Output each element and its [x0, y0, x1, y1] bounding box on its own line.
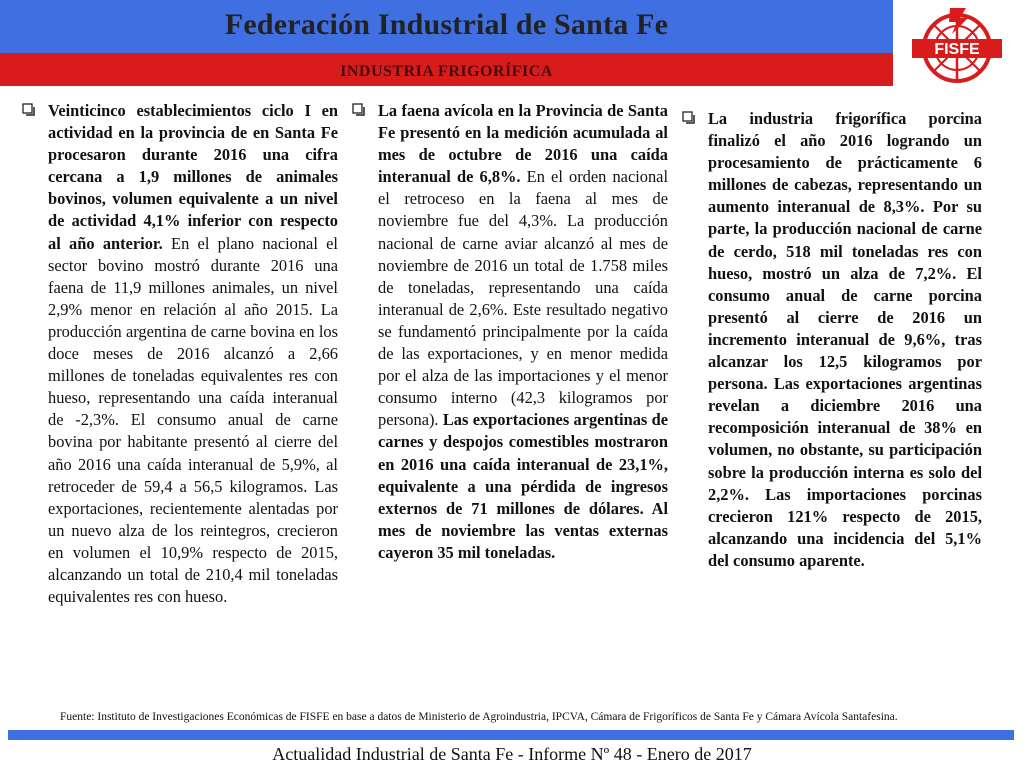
pork-text: La industria frigorífica porcina finalizó el año 2016 logrando un procesamiento de prácticamente 6 millones de cabezas, representando un aumento interanual de 8,3%. Por su parte, la producción nacional de carne de cerdo, 518 mil toneladas res con hueso, mostró un alza de 7,2%. El consumo anual de carne porcina presentó al cierre de 2016 un incremento interanual de 9,6%, tras alcanzar los 12,5 kilogramos por persona. Las exportaciones argentinas revelan a diciembre 2016 una recomposición interanual de 38% en volumen, no obstante, su participación sobre la producción interna es solo del 2,2%. Las importaciones porcinas crecieron 121% respecto de 2015, alcanzando una incidencia del 5,1% del consumo aparente. — [708, 109, 982, 570]
column-poultry — [352, 100, 668, 564]
page-title: Federación Industrial de Santa Fe — [224, 8, 669, 41]
poultry-text: En el orden nacional el retroceso en la faena al mes de noviembre fue del 4,3%. La producción nacional de carne aviar alcanzó al mes de noviembre de 2016 un total de 1.758 miles de toneladas, representando una caída interanual de 2,6%. Este resultado negativo se fundamentó principalmente por la caída de las exportaciones, y en menor medida por el alza de las importaciones y el menor consumo interno (42,3 kilogramos por persona). — [378, 167, 669, 430]
footer-bar — [8, 730, 1014, 740]
column-bovine — [22, 100, 338, 608]
checkbox-bullet-icon — [682, 111, 695, 124]
bovine-text: En el plano nacional el sector bovino mostró durante 2016 una faena de 11,9 millones animales, un nivel 2,9% menor en relación al año 2015. La producción argentina de carne bovina en los doce meses de 2016 alcanzó a 2,66 millones de toneladas equivalentes res con hueso, representando una caída interanual de -2,3%. El consumo anual de carne bovina por habitante presentó al cierre del año 2016 una caída interanual de 5,9%, al retroceder de 59,4 a 56,5 kilogramos. Las exportaciones, recientemente alentadas por un nuevo alza de los reintegros, crecieron en volumen el 10,9% respecto de 2015, alcanzando un total de 210,4 mil toneladas equivalentes res con hueso. — [48, 233, 338, 607]
poultry-exports: Las exportaciones argentinas de carnes y despojos comestibles mostraron en 2016 una caída interanual de 23,1%, equivalente a una pérdida de ingresos externos de 71 millones de dólares. Al mes de noviembre las ventas externas cayeron 35 mil toneladas. — [378, 410, 668, 562]
footer-text: Actualidad Industrial de Santa Fe - Informe Nº 48 - Enero de 2017 — [272, 744, 752, 764]
fisfe-logo — [902, 4, 1012, 88]
section-subtitle: INDUSTRIA FRIGORÍFICA — [0, 53, 893, 86]
logo-text: FISFE — [934, 41, 980, 58]
source-footnote: Fuente: Instituto de Investigaciones Económicas de FISFE en base a datos de Ministerio de Agroindustria, IPCVA, Cámara de Frigoríficos de Santa Fe y Cámara Avícola Santafesina. — [60, 711, 898, 723]
checkbox-bullet-icon — [22, 103, 35, 116]
poultry-lead: La faena avícola en la Provincia de Santa Fe presentó en la medición acumulada al mes de octubre de 2016 una caída interanual de 6,8%. — [378, 101, 668, 187]
bovine-lead: Veinticinco establecimientos ciclo I en actividad en la provincia de en Santa Fe procesaron durante 2016 una cifra cercana a 1,9 millones de animales bovinos, volumen equivalente a un nivel de actividad 4,1% inferior con respecto al año anterior. — [48, 101, 338, 253]
checkbox-bullet-icon — [352, 103, 365, 116]
column-pork — [682, 108, 982, 572]
